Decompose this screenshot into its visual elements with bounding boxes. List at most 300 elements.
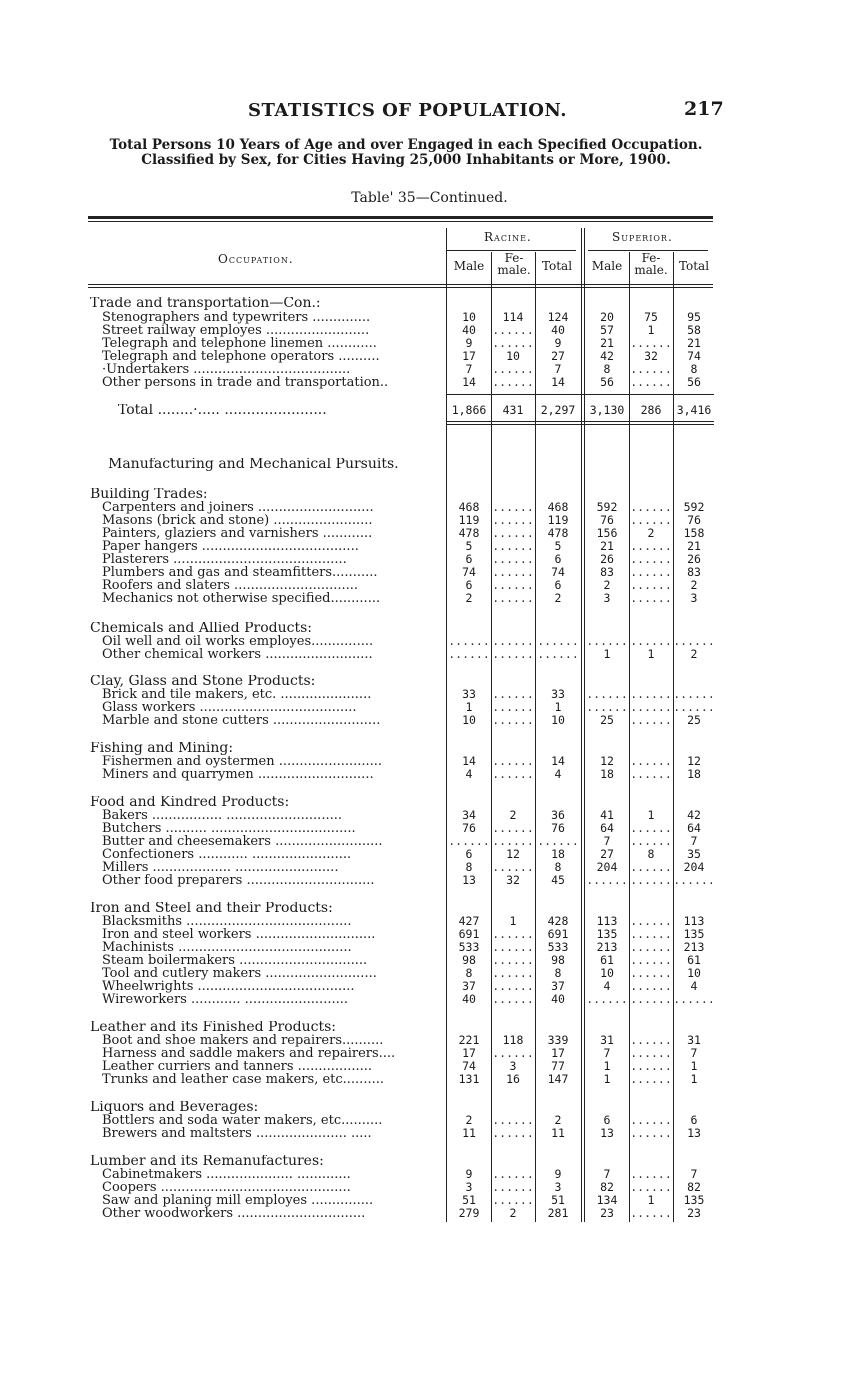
superior-male-value: 7 — [603, 1167, 611, 1181]
superior-male-value: 7 — [603, 834, 611, 848]
page-number: 217 — [684, 98, 724, 120]
racine-male-value: 468 — [458, 500, 480, 514]
racine-male-value: 17 — [462, 349, 476, 363]
table-row — [0, 1207, 859, 1220]
table-row — [0, 874, 859, 887]
racine-female-value: ...... — [492, 834, 534, 848]
racine-total-value: 147 — [547, 1072, 569, 1086]
racine-total-value: 691 — [547, 927, 569, 941]
occupation-label: Trunks and leather case makers, etc.......... — [102, 1073, 384, 1086]
racine-male-value: 6 — [465, 847, 473, 861]
superior-total-value: 7 — [690, 1167, 698, 1181]
racine-total-value: 1 — [554, 700, 562, 714]
superior-female-value: ...... — [630, 634, 672, 648]
superior-total-value: 592 — [683, 500, 705, 514]
racine-female-value: ...... — [492, 1113, 534, 1127]
racine-female-value: ...... — [492, 323, 534, 337]
superior-male-value: 57 — [600, 323, 614, 337]
superior-female-value: 1 — [647, 647, 655, 661]
page-header-title: STATISTICS OF POPULATION. — [248, 100, 567, 121]
occupation-label: Bakers ................. ............................ — [102, 809, 342, 822]
table-row — [0, 993, 859, 1006]
occupation-label: Machinists .......................................... — [102, 941, 352, 954]
occupation-label: Brewers and maltsters ...................... ..... — [102, 1127, 372, 1140]
superior-male-header: Male — [591, 259, 623, 273]
occupation-label: Bottlers and soda water makers, etc.......... — [102, 1114, 383, 1127]
racine-male-value: ...... — [448, 834, 490, 848]
racine-male-value: 427 — [458, 914, 480, 928]
racine-total-value: 40 — [551, 992, 565, 1006]
superior-male-value: 83 — [600, 565, 614, 579]
superior-female-value: ...... — [630, 1167, 672, 1181]
occupation-label: Wheelwrights ...................................... — [102, 980, 355, 993]
superior-total-value: 6 — [690, 1113, 698, 1127]
section-heading-row — [0, 458, 859, 471]
superior-female-value: 8 — [647, 847, 655, 861]
section-heading-row — [0, 297, 859, 310]
superior-total-value: 31 — [687, 1033, 701, 1047]
racine-female-value: ...... — [492, 966, 534, 980]
occupation-label: ·Undertakers ...................................... — [102, 363, 351, 376]
superior-male-value: 4 — [603, 979, 611, 993]
racine-total-value: 339 — [547, 1033, 569, 1047]
superior-male-value: 1 — [603, 647, 611, 661]
racine-total-value: 14 — [551, 375, 565, 389]
superior-male-value: ...... — [586, 634, 628, 648]
table-row — [0, 540, 859, 553]
superior-total-value: 35 — [687, 847, 701, 861]
table-row — [0, 579, 859, 592]
superior-total-value: 56 — [687, 375, 701, 389]
superior-female-value: ...... — [630, 767, 672, 781]
occupation-label: Miners and quarrymen ............................ — [102, 768, 374, 781]
superior-total-value: 10 — [687, 966, 701, 980]
racine-female-value: ...... — [492, 1167, 534, 1181]
racine-male-value: 3 — [465, 1180, 473, 1194]
racine-female-value: ...... — [492, 375, 534, 389]
superior-female-value: ...... — [630, 992, 672, 1006]
racine-total-value: 27 — [551, 349, 565, 363]
racine-female-value: 118 — [502, 1033, 524, 1047]
section-heading: Chemicals and Allied Products: — [90, 622, 312, 635]
racine-total-value: 2 — [554, 1113, 562, 1127]
superior-male-value: 23 — [600, 1206, 614, 1220]
occupation-label: Iron and steel workers ............................. — [102, 928, 376, 941]
superior-group-header: Superior. — [612, 230, 673, 244]
occupation-label: Mechanics not otherwise specified............ — [102, 592, 381, 605]
superior-female-value: ...... — [630, 834, 672, 848]
superior-female-value: 286 — [640, 403, 662, 417]
occupation-label: Leather curriers and tanners .................. — [102, 1060, 373, 1073]
table-row — [0, 768, 859, 781]
superior-female-value: ...... — [630, 375, 672, 389]
racine-female-value: ...... — [492, 1126, 534, 1140]
occupation-label: Wireworkers ............ ......................... — [102, 993, 348, 1006]
occupation-label: Blacksmiths ........................................ — [102, 915, 352, 928]
superior-male-value: 134 — [596, 1193, 618, 1207]
racine-male-value: 8 — [465, 860, 473, 874]
superior-female-value: ...... — [630, 940, 672, 954]
table-row — [0, 941, 859, 954]
superior-male-value: 25 — [600, 713, 614, 727]
section-heading-row — [0, 742, 859, 755]
table-reference: Table' 35—Continued. — [351, 190, 508, 206]
superior-female-value: ...... — [630, 539, 672, 553]
section-heading: Trade and transportation—Con.: — [90, 297, 321, 310]
superior-male-value: 592 — [596, 500, 618, 514]
table-row — [0, 648, 859, 661]
superior-total-value: 7 — [690, 1046, 698, 1060]
superior-female-value: ...... — [630, 552, 672, 566]
superior-male-value: 56 — [600, 375, 614, 389]
superior-male-value: 204 — [596, 860, 618, 874]
total-row — [0, 404, 859, 417]
racine-female-value: ...... — [492, 362, 534, 376]
superior-total-value: ...... — [673, 687, 715, 701]
racine-female-value: 2 — [509, 1206, 517, 1220]
occupation-column-header: Occupation. — [218, 252, 294, 266]
racine-male-value: 40 — [462, 992, 476, 1006]
occupation-label: Boot and shoe makers and repairers.......... — [102, 1034, 384, 1047]
superior-male-value: 21 — [600, 336, 614, 350]
racine-total-header: Total — [541, 259, 573, 273]
section-heading: Lumber and its Remanufactures: — [90, 1155, 324, 1168]
racine-total-value: 468 — [547, 500, 569, 514]
superior-female-value: 1 — [647, 1193, 655, 1207]
occupation-label: Plumbers and gas and steamfitters........... — [102, 566, 378, 579]
table-row — [0, 1194, 859, 1207]
table-row — [0, 688, 859, 701]
section-heading-row — [0, 488, 859, 501]
racine-female-value: ...... — [492, 526, 534, 540]
racine-female-value: 2 — [509, 808, 517, 822]
racine-female-value: ...... — [492, 578, 534, 592]
occupation-label: Other persons in trade and transportation.. — [102, 376, 389, 389]
racine-male-value: 14 — [462, 375, 476, 389]
superior-female-value: ...... — [630, 500, 672, 514]
table-row — [0, 1047, 859, 1060]
racine-total-value: 478 — [547, 526, 569, 540]
superior-male-value: 1 — [603, 1059, 611, 1073]
superior-male-value: 76 — [600, 513, 614, 527]
racine-total-value: 98 — [551, 953, 565, 967]
racine-female-value: ...... — [492, 700, 534, 714]
superior-total-value: 95 — [687, 310, 701, 324]
racine-total-value: 77 — [551, 1059, 565, 1073]
racine-male-value: 533 — [458, 940, 480, 954]
racine-male-value: 74 — [462, 1059, 476, 1073]
racine-total-value: 18 — [551, 847, 565, 861]
superior-male-value: 21 — [600, 539, 614, 553]
table-row — [0, 1073, 859, 1086]
racine-female-value: ...... — [492, 1193, 534, 1207]
racine-male-value: 17 — [462, 1046, 476, 1060]
racine-total-value: 8 — [554, 860, 562, 874]
superior-total-value: 76 — [687, 513, 701, 527]
occupation-label: Stenographers and typewriters .............. — [102, 311, 371, 324]
racine-male-value: 37 — [462, 979, 476, 993]
racine-male-value: 131 — [458, 1072, 480, 1086]
superior-total-value: 23 — [687, 1206, 701, 1220]
racine-female-value: ...... — [492, 767, 534, 781]
racine-male-value: 5 — [465, 539, 473, 553]
superior-male-value: ...... — [586, 687, 628, 701]
female-label-1: Fe- — [641, 251, 661, 265]
table-row — [0, 1034, 859, 1047]
superior-male-value: 135 — [596, 927, 618, 941]
occupation-label: Tool and cutlery makers ........................... — [102, 967, 377, 980]
racine-female-value: 32 — [506, 873, 520, 887]
superior-male-value: 20 — [600, 310, 614, 324]
racine-male-value: 9 — [465, 336, 473, 350]
occupation-label: Coopers .............................................. — [102, 1181, 351, 1194]
superior-female-value: ...... — [630, 953, 672, 967]
superior-female-value: ...... — [630, 1059, 672, 1073]
superior-total-value: 2 — [690, 578, 698, 592]
occupation-label: Saw and planing mill employes ............... — [102, 1194, 374, 1207]
occupation-label: Fishermen and oystermen ......................... — [102, 755, 383, 768]
racine-female-value: 431 — [502, 403, 524, 417]
racine-female-value: ...... — [492, 940, 534, 954]
racine-total-value: 119 — [547, 513, 569, 527]
table-row — [0, 848, 859, 861]
racine-male-value: 691 — [458, 927, 480, 941]
racine-total-value: 2,297 — [540, 403, 576, 417]
racine-total-value: 5 — [554, 539, 562, 553]
racine-female-value: 1 — [509, 914, 517, 928]
occupation-label: Telegraph and telephone linemen ............ — [102, 337, 377, 350]
section-heading: Leather and its Finished Products: — [90, 1021, 336, 1034]
racine-total-value: 37 — [551, 979, 565, 993]
racine-female-value: ...... — [492, 713, 534, 727]
racine-total-value: 6 — [554, 552, 562, 566]
occupation-label: Telegraph and telephone operators .......... — [102, 350, 380, 363]
table-row — [0, 835, 859, 848]
racine-female-value: 114 — [502, 310, 524, 324]
section-heading-row — [0, 1155, 859, 1168]
racine-male-value: 14 — [462, 754, 476, 768]
racine-female-value: ...... — [492, 860, 534, 874]
superior-male-value: 3,130 — [589, 403, 625, 417]
section-heading: Food and Kindred Products: — [90, 796, 290, 809]
superior-total-value: 18 — [687, 767, 701, 781]
superior-female-value: ...... — [630, 1180, 672, 1194]
racine-male-value: 33 — [462, 687, 476, 701]
table-row — [0, 553, 859, 566]
racine-male-value: 76 — [462, 821, 476, 835]
racine-total-value: 2 — [554, 591, 562, 605]
racine-total-value: 76 — [551, 821, 565, 835]
racine-male-value: 9 — [465, 1167, 473, 1181]
superior-male-value: 61 — [600, 953, 614, 967]
racine-total-value: ...... — [537, 634, 579, 648]
occupation-label: Oil well and oil works employes............... — [102, 635, 374, 648]
racine-female-value: ...... — [492, 1046, 534, 1060]
superior-total-value: 3 — [690, 591, 698, 605]
superior-female-value: ...... — [630, 860, 672, 874]
section-heading-row — [0, 796, 859, 809]
table-row — [0, 1127, 859, 1140]
superior-total-value: 64 — [687, 821, 701, 835]
section-heading: Building Trades: — [90, 488, 208, 501]
racine-male-value: 119 — [458, 513, 480, 527]
superior-female-value: ...... — [630, 1046, 672, 1060]
racine-male-value: 40 — [462, 323, 476, 337]
racine-total-value: ...... — [537, 647, 579, 661]
table-row — [0, 1060, 859, 1073]
table-row — [0, 376, 859, 389]
racine-male-header: Male — [453, 259, 485, 273]
superior-female-value: 2 — [647, 526, 655, 540]
superior-total-value: 58 — [687, 323, 701, 337]
superior-female-value: ...... — [630, 336, 672, 350]
superior-female-value: ...... — [630, 1206, 672, 1220]
occupation-label: Millers ................... ......................... — [102, 861, 339, 874]
caption-line-1: Total Persons 10 Years of Age and over Engaged in each Specified Occupation. — [109, 137, 703, 153]
table-row — [0, 967, 859, 980]
table-row — [0, 363, 859, 376]
racine-female-value: ...... — [492, 1180, 534, 1194]
racine-male-value: 74 — [462, 565, 476, 579]
occupation-label: Cabinetmakers ..................... ............. — [102, 1168, 351, 1181]
racine-male-value: 8 — [465, 966, 473, 980]
superior-male-value: 82 — [600, 1180, 614, 1194]
racine-total-value: 36 — [551, 808, 565, 822]
racine-male-value: 13 — [462, 873, 476, 887]
table-row — [0, 324, 859, 337]
racine-total-value: 14 — [551, 754, 565, 768]
racine-female-value: ...... — [492, 634, 534, 648]
section-heading-row — [0, 902, 859, 915]
superior-male-value: 1 — [603, 1072, 611, 1086]
superior-female-value: ...... — [630, 966, 672, 980]
superior-male-value: 8 — [603, 362, 611, 376]
superior-male-value: 13 — [600, 1126, 614, 1140]
superior-total-value: ...... — [673, 634, 715, 648]
superior-total-header: Total — [678, 259, 710, 273]
occupation-label: Roofers and slaters .............................. — [102, 579, 359, 592]
superior-male-value: 42 — [600, 349, 614, 363]
occupation-label: Total ........·..... ....................... — [118, 404, 327, 417]
superior-total-value: 25 — [687, 713, 701, 727]
occupation-label: Brick and tile makers, etc. ...................... — [102, 688, 372, 701]
occupation-label: Other chemical workers .......................... — [102, 648, 373, 661]
superior-male-value: 7 — [603, 1046, 611, 1060]
section-heading-row — [0, 622, 859, 635]
racine-male-value: 51 — [462, 1193, 476, 1207]
superior-total-value: 158 — [683, 526, 705, 540]
racine-female-value: ...... — [492, 979, 534, 993]
superior-female-value: ...... — [630, 713, 672, 727]
racine-total-value: 9 — [554, 336, 562, 350]
racine-female-value: ...... — [492, 539, 534, 553]
racine-female-value: ...... — [492, 927, 534, 941]
occupation-label: Butter and cheesemakers .......................... — [102, 835, 383, 848]
superior-total-value: 3,416 — [676, 403, 712, 417]
section-heading: Manufacturing and Mechanical Pursuits. — [108, 458, 399, 471]
superior-female-value: ...... — [630, 687, 672, 701]
superior-total-value: ...... — [673, 700, 715, 714]
superior-female-value: 32 — [644, 349, 658, 363]
superior-female-value: 1 — [647, 323, 655, 337]
racine-male-value: ...... — [448, 634, 490, 648]
superior-female-value: ...... — [630, 565, 672, 579]
racine-total-value: 428 — [547, 914, 569, 928]
racine-female-value: 3 — [509, 1059, 517, 1073]
superior-female-value: ...... — [630, 914, 672, 928]
table-row — [0, 566, 859, 579]
superior-total-value: 21 — [687, 539, 701, 553]
racine-female-value: ...... — [492, 953, 534, 967]
superior-male-value: ...... — [586, 873, 628, 887]
superior-total-value: 2 — [690, 647, 698, 661]
table-row — [0, 1168, 859, 1181]
racine-male-value: 279 — [458, 1206, 480, 1220]
racine-female-value: ...... — [492, 565, 534, 579]
superior-female-value: ...... — [630, 821, 672, 835]
table-row — [0, 635, 859, 648]
occupation-label: Other woodworkers ............................... — [102, 1207, 366, 1220]
superior-male-value: 18 — [600, 767, 614, 781]
superior-total-value: ...... — [673, 992, 715, 1006]
superior-total-value: 135 — [683, 1193, 705, 1207]
occupation-label: Confectioners ............ ........................ — [102, 848, 352, 861]
table-row — [0, 954, 859, 967]
superior-male-value: 41 — [600, 808, 614, 822]
superior-total-value: 42 — [687, 808, 701, 822]
racine-male-value: 34 — [462, 808, 476, 822]
superior-male-value: 156 — [596, 526, 618, 540]
section-heading: Fishing and Mining: — [90, 742, 234, 755]
female-label-2: male. — [634, 263, 668, 277]
superior-total-value: 74 — [687, 349, 701, 363]
table-row — [0, 1181, 859, 1194]
racine-male-value: 2 — [465, 591, 473, 605]
superior-male-value: ...... — [586, 992, 628, 1006]
table-row — [0, 514, 859, 527]
racine-male-value: 221 — [458, 1033, 480, 1047]
superior-female-value: ...... — [630, 873, 672, 887]
superior-male-value: ...... — [586, 700, 628, 714]
racine-total-value: 124 — [547, 310, 569, 324]
superior-female-value: ...... — [630, 1113, 672, 1127]
superior-total-value: 26 — [687, 552, 701, 566]
racine-female-value: ...... — [492, 992, 534, 1006]
racine-male-value: ...... — [448, 647, 490, 661]
racine-total-value: 9 — [554, 1167, 562, 1181]
superior-total-value: 13 — [687, 1126, 701, 1140]
racine-female-value: ...... — [492, 754, 534, 768]
racine-total-value: 3 — [554, 1180, 562, 1194]
racine-female-value: ...... — [492, 687, 534, 701]
racine-total-value: 74 — [551, 565, 565, 579]
superior-total-value: 12 — [687, 754, 701, 768]
racine-male-value: 6 — [465, 552, 473, 566]
racine-male-value: 2 — [465, 1113, 473, 1127]
racine-total-value: 45 — [551, 873, 565, 887]
superior-male-value: 6 — [603, 1113, 611, 1127]
section-heading-row — [0, 675, 859, 688]
superior-female-value: ...... — [630, 754, 672, 768]
racine-female-value: 10 — [506, 349, 520, 363]
superior-male-value: 213 — [596, 940, 618, 954]
table-row — [0, 861, 859, 874]
superior-male-value: 31 — [600, 1033, 614, 1047]
table-row — [0, 501, 859, 514]
table-row — [0, 980, 859, 993]
racine-total-value: 40 — [551, 323, 565, 337]
occupation-label: Carpenters and joiners ............................ — [102, 501, 374, 514]
